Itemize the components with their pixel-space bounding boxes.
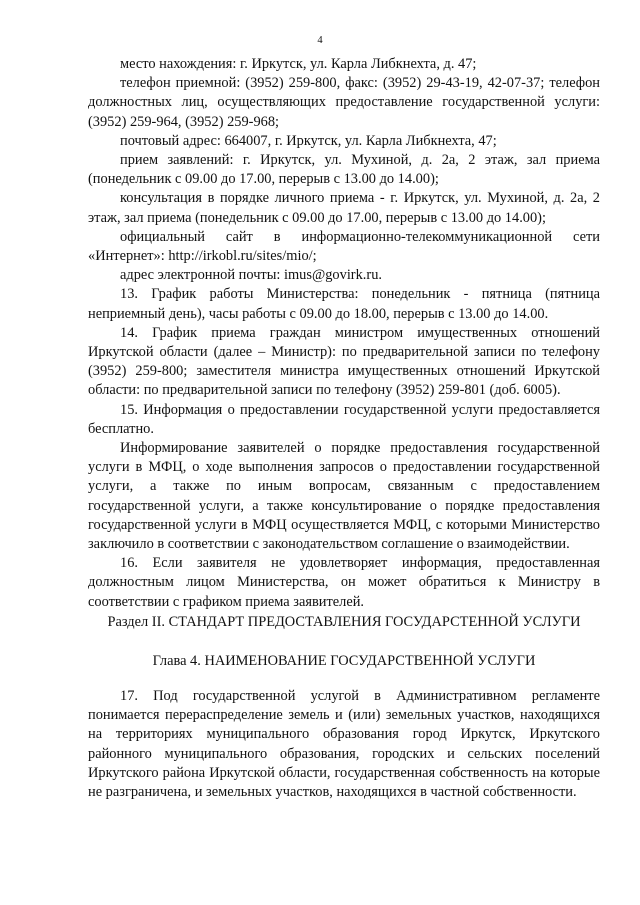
paragraph-consultation: консультация в порядке личного приема - г. Иркутск, ул. Мухиной, д. 2а, 2 этаж, зал приема (понедельник с 09.00 до 17.00, перерыв с 13.00 до 14.00); <box>88 190 600 226</box>
document-body-continued <box>88 687 600 802</box>
paragraph-17-service-definition: 17. Под государственной услугой в Административном регламенте понимается перераспределение земель и (или) земельных участков, находящихся на территориях муниципального образования город Иркутск, Иркутского районного муниципального образования, городских и сельских поселений Иркутского района Иркутской области, государственная собственность на которые не разграничена, и земельных участков, находящихся в частной собственности. <box>88 688 600 801</box>
chapter-title: Глава 4. НАИМЕНОВАНИЕ ГОСУДАРСТВЕННОЙ УСЛУГИ <box>152 653 536 669</box>
paragraph-mfc-informing: Информирование заявителей о порядке предоставления государственной услуги в МФЦ, о ходе выполнения запросов о предоставлении государственной услуги, а также по иным вопросам, связанным с предоставлением государственной услуги, а также консультирование о порядке предоставления государственной услуги в МФЦ осуществляется МФЦ, с которыми Министерство заключило в соответствии с законодательством соглашение о взаимодействии. <box>88 440 600 553</box>
paragraph-16-appeal: 16. Если заявителя не удовлетворяет информация, предоставленная должностным лицом Министерства, он может обратиться к Министру в соответствии с графиком приема заявителей. <box>88 555 600 610</box>
paragraph-13-work-schedule: 13. График работы Министерства: понедельник - пятница (пятница неприемный день), часы работы с 09.00 до 18.00, перерыв с 13.00 до 14.00. <box>88 286 600 322</box>
paragraph-phones: телефон приемной: (3952) 259-800, факс: (3952) 29-43-19, 42-07-37; телефон должностных лиц, осуществляющих предоставление государственной услуги: (3952) 259-964, (3952) 259-968; <box>88 75 600 130</box>
paragraph-postal-address: почтовый адрес: 664007, г. Иркутск, ул. Карла Либкнехта, 47; <box>120 132 497 149</box>
document-body <box>88 55 600 612</box>
paragraph-location: место нахождения: г. Иркутск, ул. Карла Либкнехта, д. 47; <box>120 56 477 72</box>
paragraph-15-free-info: 15. Информация о предоставлении государственной услуги предоставляется бесплатно. <box>88 401 600 437</box>
paragraph-website: официальный сайт в информационно-телекоммуникационной сети «Интернет»: http://irkobl.ru/sites/mio/; <box>88 228 600 265</box>
page-number: 4 <box>317 35 323 46</box>
paragraph-14-reception-schedule: 14. График приема граждан министром имущественных отношений Иркутской области (далее – Министр): по предварительной записи по телефону (3952) 259-800; заместителя министра имущественных отношений Иркутской области: по предварительной записи по телефону (3952) 259-801 (доб. 6005). <box>88 324 600 399</box>
section-title: Раздел II. СТАНДАРТ ПРЕДОСТАВЛЕНИЯ ГОСУДАРСТЕННОЙ УСЛУГИ <box>107 614 581 630</box>
paragraph-email: адрес электронной почты: imus@govirk.ru. <box>120 267 382 284</box>
paragraph-reception: прием заявлений: г. Иркутск, ул. Мухиной, д. 2а, 2 этаж, зал приема (понедельник с 09.00 до 17.00, перерыв с 13.00 до 14.00); <box>88 152 600 188</box>
